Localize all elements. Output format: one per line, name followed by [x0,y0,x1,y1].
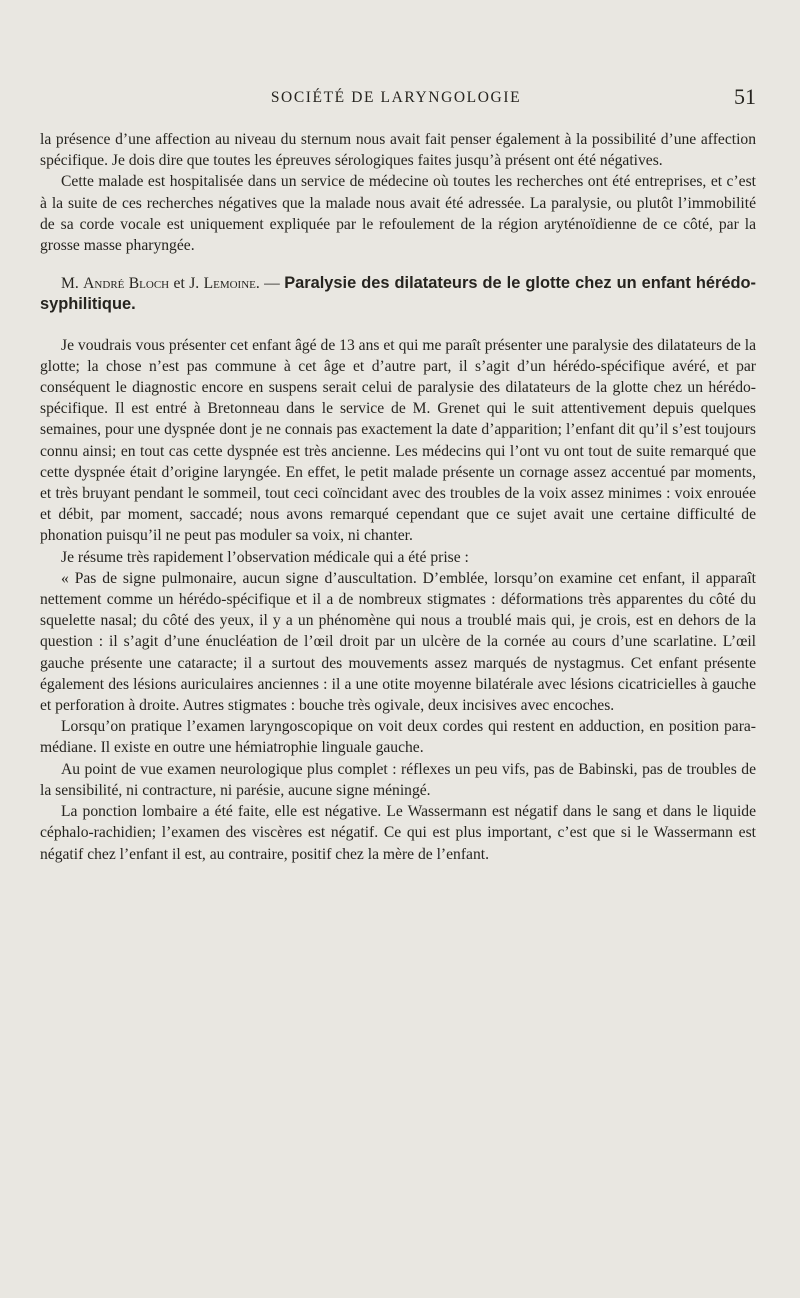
paragraph-laryngoscopy: Lorsqu’on pratique l’examen laryngoscopique on voit deux cordes qui restent en adduction, en position para-médiane. Il existe en outre une hémiatrophie linguale gauche. [40,718,756,757]
paragraph-lumbar-puncture: La ponction lombaire a été faite, elle est négative. Le Wassermann est négatif dans le sang et dans le liquide céphalo-rachidien; l’examen des viscères est négatif. Ce qui est plus important, c’est que si le Wassermann est négatif chez l’enfant il est, au contraire, positif chez la mère de l’enfant. [40,803,756,863]
running-title: SOCIÉTÉ DE LARYNGOLOGIE [270,89,522,106]
title-separator: . — [255,275,280,293]
communication-title: Paralysie des dilatateurs de le glotte chez un enfant hérédo-syphilitique. [40,274,756,314]
paragraph-resume: Je résume très rapidement l’observation médicale qui a été prise : [61,548,469,566]
paragraph-continued: la présence d’une affection au niveau du sternum nous avait fait penser également à la possibilité d’une affection spécifique. Je dois dire que toutes les épreuves sérologiques faites jusqu’à présent ont été négatives. [40,131,756,170]
author-connector: et J. [173,275,200,293]
paragraph-malade: Cette malade est hospitalisée dans un service de médecine où toutes les recherches ont été entreprises, et c’est à la suite de ces recherches négatives que la malade nous avait été adressée. La paralysie, ou plutôt l’immobilité de sa corde vocale est uniquement expliquée par le refoulement de la région aryténoïdienne de ce côté, par la grosse masse pharyngée. [40,173,756,255]
paragraph-neurology: Au point de vue examen neurologique plus complet : réflexes un peu vifs, pas de Babinski, pas de troubles de la sensibilité, ni contracture, ni parésie, aucune signe méningé. [40,760,756,799]
spacer [40,316,756,335]
spacer [40,256,756,273]
author-1: André Bloch [83,275,170,293]
communication-heading [40,273,756,315]
page-header [36,84,756,114]
paragraph-presentation: Je voudrais vous présenter cet enfant âgé de 13 ans et qui me paraît présenter une paralysie des dilatateurs de la glotte; la chose n’est pas commune à cet âge et d’autre part, il s’agit d’un hérédo-spécifique avéré, et par conséquent le diagnostic encore en suspens serait celui de paralysie des dilatateurs de la glotte chez un hérédo-spécifique. Il est entré à Bretonneau dans le service de M. Grenet qui le suit attentivement depuis quelques semaines, pour une dyspnée dont je ne connais pas exactement la date d’apparition; l’enfant dit qu’il s’est toujours connu ainsi; en tout cas cette dyspnée est très ancienne. Les médecins qui l’ont vu ont tout de suite remarqué que cette dyspnée était d’origine laryngée. En effet, le petit malade présente un cornage assez accentué par moments, et très bruyant pendant le sommeil, tout ceci coïncidant avec des troubles de la voix assez minimes : voix enrouée et débit, par moment, saccadé; nous avons remarqué cependant que ce sujet avait une certaine difficulté de phonation puisqu’il ne peut pas moduler sa voix, ni chanter. [40,336,756,545]
author-2: Lemoine [203,275,256,293]
page-number: 51 [734,84,756,109]
paragraph-observation: « Pas de signe pulmonaire, aucun signe d’auscultation. D’emblée, lorsqu’on examine cet enfant, il apparaît nettement comme un hérédo-spécifique et il a de nombreux stigmates : déformations très apparentes du côté du squelette nasal; du côté des yeux, il y a un phénomène qui nous a troublé mais qui, je crois, est en dehors de la question : il s’agit d’une énucléation de l’œil droit par un ulcère de la cornée au cours d’une scarlatine. L’œil gauche présente une cataracte; il a surtout des mouvements assez marqués de nystagmus. Cet enfant présente également des lésions auriculaires anciennes : il a une otite moyenne bilatérale avec lésions cicatricielles à gauche et perforation à droite. Autres stigmates : bouche très ogivale, deux incisives avec encoches. [40,569,756,715]
page-body [40,129,756,865]
author-prefix: M. [61,275,79,293]
